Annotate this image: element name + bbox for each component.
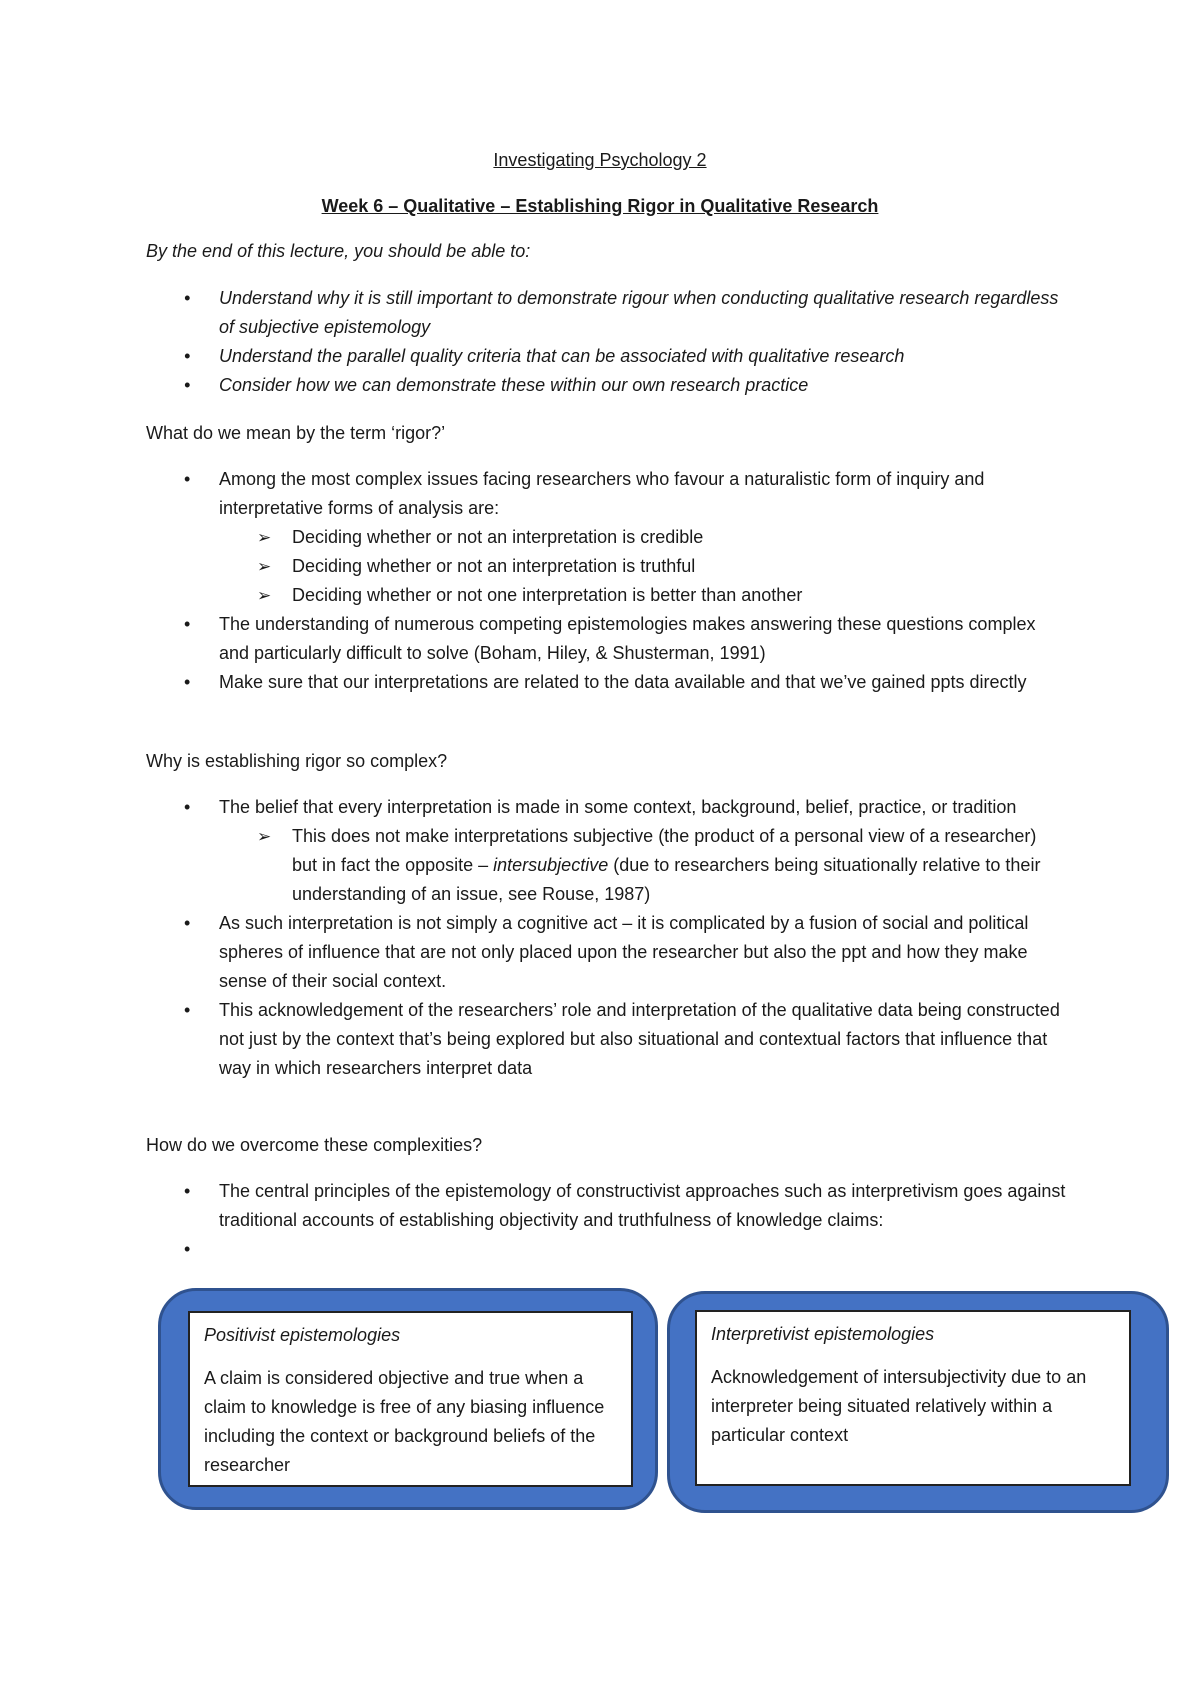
document-subtitle: Week 6 – Qualitative – Establishing Rigor in Qualitative Research [321,196,879,216]
emphasis-term: intersubjective [493,855,609,875]
bullet-icon: • [184,288,191,308]
sub-list-item: ➢ Deciding whether or not an interpretation is credible [219,523,1062,552]
card-body: A claim is considered objective and true when a claim to knowledge is free of any biasing influence including the context or background beliefs of the researcher [204,1368,605,1475]
arrow-bullet-icon: ➢ [257,557,272,576]
list-item: • Among the most complex issues facing researchers who favour a naturalistic form of inquiry and interpretative forms of analysis are: ➢ Deciding whether or not an interpretation is credible ➢ Deciding whether or not an interpretation is truthful ➢ Deciding whether or not one interpretation is better than another [0,465,1069,610]
bullet-icon: • [184,672,191,692]
arrow-bullet-icon: ➢ [257,528,272,547]
list-item: • Make sure that our interpretations are related to the data available and that we’ve gained ppts directly [0,668,1069,697]
section-heading-complex: Why is establishing rigor so complex? [146,751,448,771]
arrow-bullet-icon: ➢ [257,827,272,846]
list-item: • Understand the parallel quality criteria that can be associated with qualitative research [0,342,1069,371]
bullet-icon: • [184,469,191,489]
bullet-icon: • [184,375,191,395]
objectives-list [0,284,1200,400]
list-item: • The central principles of the epistemology of constructivist approaches such as interpretivism goes against traditional accounts of establishing objectivity and truthfulness of knowledge claims: [0,1177,1069,1235]
sub-list [219,822,1069,909]
bullet-icon: • [184,797,191,817]
bullet-icon: • [184,913,191,933]
list-item: • The understanding of numerous competing epistemologies makes answering these questions complex and particularly difficult to solve (Boham, Hiley, & Shusterman, 1991) [0,610,1069,668]
list-item: • The belief that every interpretation is made in some context, background, belief, practice, or tradition ➢ This does not make interpretations subjective (the product of a personal view of a researcher) but in fact the opposite – intersubjective (due to researchers being situationally relative to their understanding of an issue, see Rouse, 1987) [0,793,1069,909]
list-item: • Consider how we can demonstrate these within our own research practice [0,371,1069,400]
section-heading-overcome: How do we overcome these complexities? [146,1135,483,1155]
section-heading-rigor: What do we mean by the term ‘rigor?’ [146,423,446,443]
card-body: Acknowledgement of intersubjectivity due to an interpreter being situated relatively within a particular context [711,1367,1087,1445]
rigor-list [0,465,1200,697]
bullet-icon: • [184,1000,191,1020]
objectives-intro: By the end of this lecture, you should be able to: [146,241,531,261]
sub-list [219,523,1069,610]
sub-list-item: ➢ Deciding whether or not an interpretation is truthful [219,552,1062,581]
card-heading: Positivist epistemologies [204,1325,401,1345]
list-item: • This acknowledgement of the researchers’ role and interpretation of the qualitative data being constructed not just by the context that’s being explored but also situational and contextual factors that influence that way in which researchers interpret data [0,996,1069,1083]
overcome-list [0,1177,1200,1264]
bullet-icon: • [184,1239,191,1259]
bullet-icon: • [184,1181,191,1201]
complex-list [0,793,1200,1083]
arrow-bullet-icon: ➢ [257,586,272,605]
positivist-card [188,1311,633,1487]
sub-list-item: ➢ Deciding whether or not one interpretation is better than another [219,581,1062,610]
document-title: Investigating Psychology 2 [493,150,707,170]
list-item: • As such interpretation is not simply a cognitive act – it is complicated by a fusion of social and political spheres of influence that are not only placed upon the researcher but also the ppt and how they make sense of their social context. [0,909,1069,996]
list-item: • Understand why it is still important to demonstrate rigour when conducting qualitative research regardless of subjective epistemology [0,284,1069,342]
card-heading: Interpretivist epistemologies [711,1324,935,1344]
bullet-icon: • [184,346,191,366]
bullet-icon: • [184,614,191,634]
sub-list-item: ➢ This does not make interpretations subjective (the product of a personal view of a researcher) but in fact the opposite – intersubjective (due to researchers being situationally relative to their understanding of an issue, see Rouse, 1987) [219,822,1062,909]
list-item [0,1235,1069,1264]
interpretivist-card [695,1310,1131,1486]
